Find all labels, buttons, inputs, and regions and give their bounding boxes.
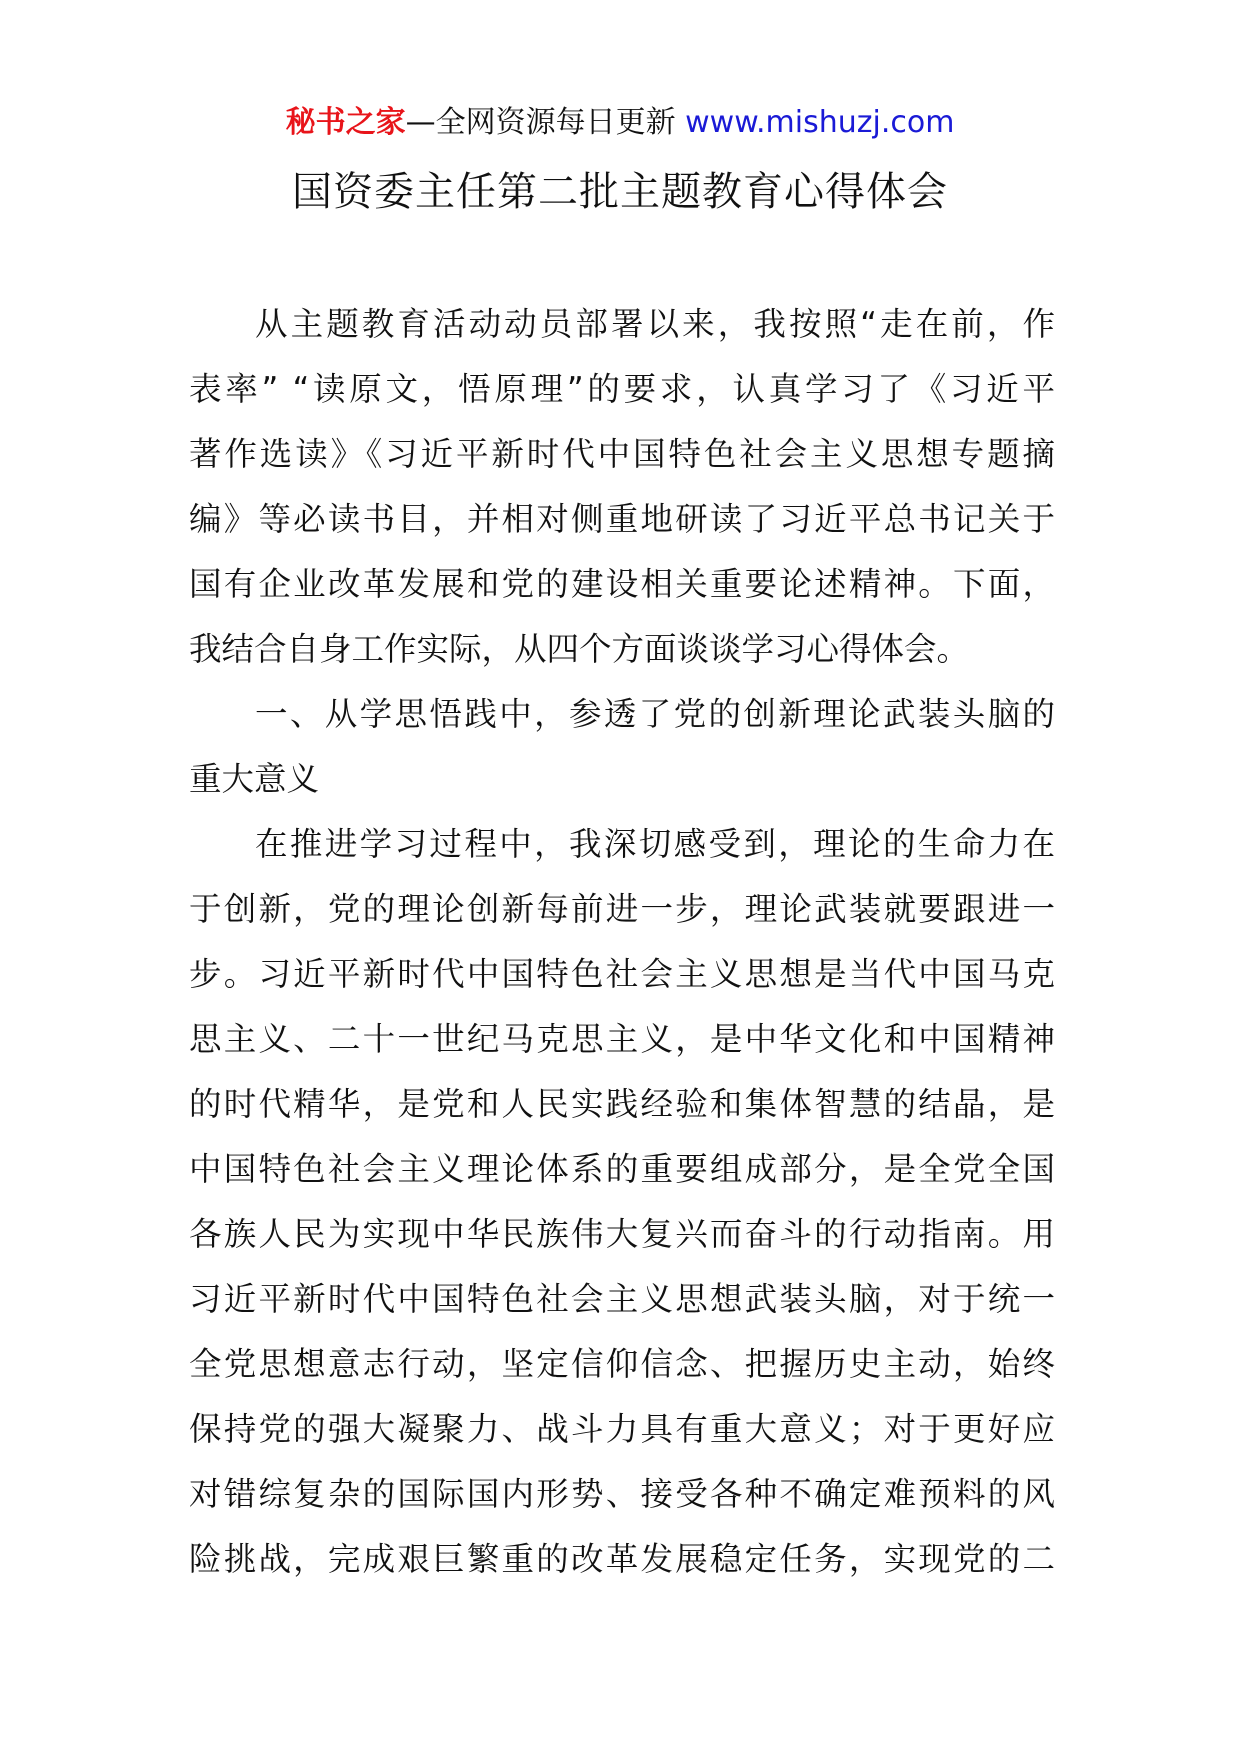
header-tagline: —全网资源每日更新 (405, 105, 686, 140)
site-url-link[interactable]: www.mishuzj.com (685, 105, 955, 140)
body-line: 习近平新时代中国特色社会主义思想武装头脑，对于统一 (189, 1280, 1055, 1318)
body-line: 的时代精华，是党和人民实践经验和集体智慧的结晶，是 (189, 1085, 1055, 1123)
body-line: 步。习近平新时代中国特色社会主义思想是当代中国马克 (189, 955, 1055, 993)
section-heading-line: 一、从学思悟践中，参透了党的创新理论武装头脑的 (255, 695, 1055, 733)
section-heading-line: 重大意义 (189, 760, 320, 798)
body-line: 著作选读》《习近平新时代中国特色社会主义思想专题摘 (189, 435, 1055, 473)
body-line: 险挑战，完成艰巨繁重的改革发展稳定任务，实现党的二 (189, 1540, 1055, 1578)
body-line: 表率” “读原文，悟原理”的要求，认真学习了《习近平 (189, 370, 1055, 408)
body-line: 编》等必读书目，并相对侧重地研读了习近平总书记关于 (189, 500, 1055, 538)
document-body (189, 292, 1055, 1592)
body-line: 各族人民为实现中华民族伟大复兴而奋斗的行动指南。用 (189, 1215, 1055, 1253)
body-line: 国有企业改革发展和党的建设相关重要论述精神。下面， (189, 565, 1055, 603)
body-line: 从主题教育活动动员部署以来，我按照“走在前，作 (255, 305, 1055, 343)
watermark-header (0, 103, 1240, 143)
body-line: 全党思想意志行动，坚定信仰信念、把握历史主动，始终 (189, 1345, 1055, 1383)
brand-name: 秘书之家 (285, 105, 406, 140)
body-line: 中国特色社会主义理论体系的重要组成部分，是全党全国 (189, 1150, 1055, 1188)
body-line: 于创新，党的理论创新每前进一步，理论武装就要跟进一 (189, 890, 1055, 928)
body-line: 思主义、二十一世纪马克思主义，是中华文化和中国精神 (189, 1020, 1055, 1058)
body-line: 对错综复杂的国际国内形势、接受各种不确定难预料的风 (189, 1475, 1055, 1513)
body-line: 在推进学习过程中，我深切感受到，理论的生命力在 (255, 825, 1055, 863)
document-title: 国资委主任第二批主题教育心得体会 (292, 169, 948, 215)
body-line: 保持党的强大凝聚力、战斗力具有重大意义；对于更好应 (189, 1410, 1055, 1448)
body-line: 我结合自身工作实际，从四个方面谈谈学习心得体会。 (189, 630, 970, 668)
